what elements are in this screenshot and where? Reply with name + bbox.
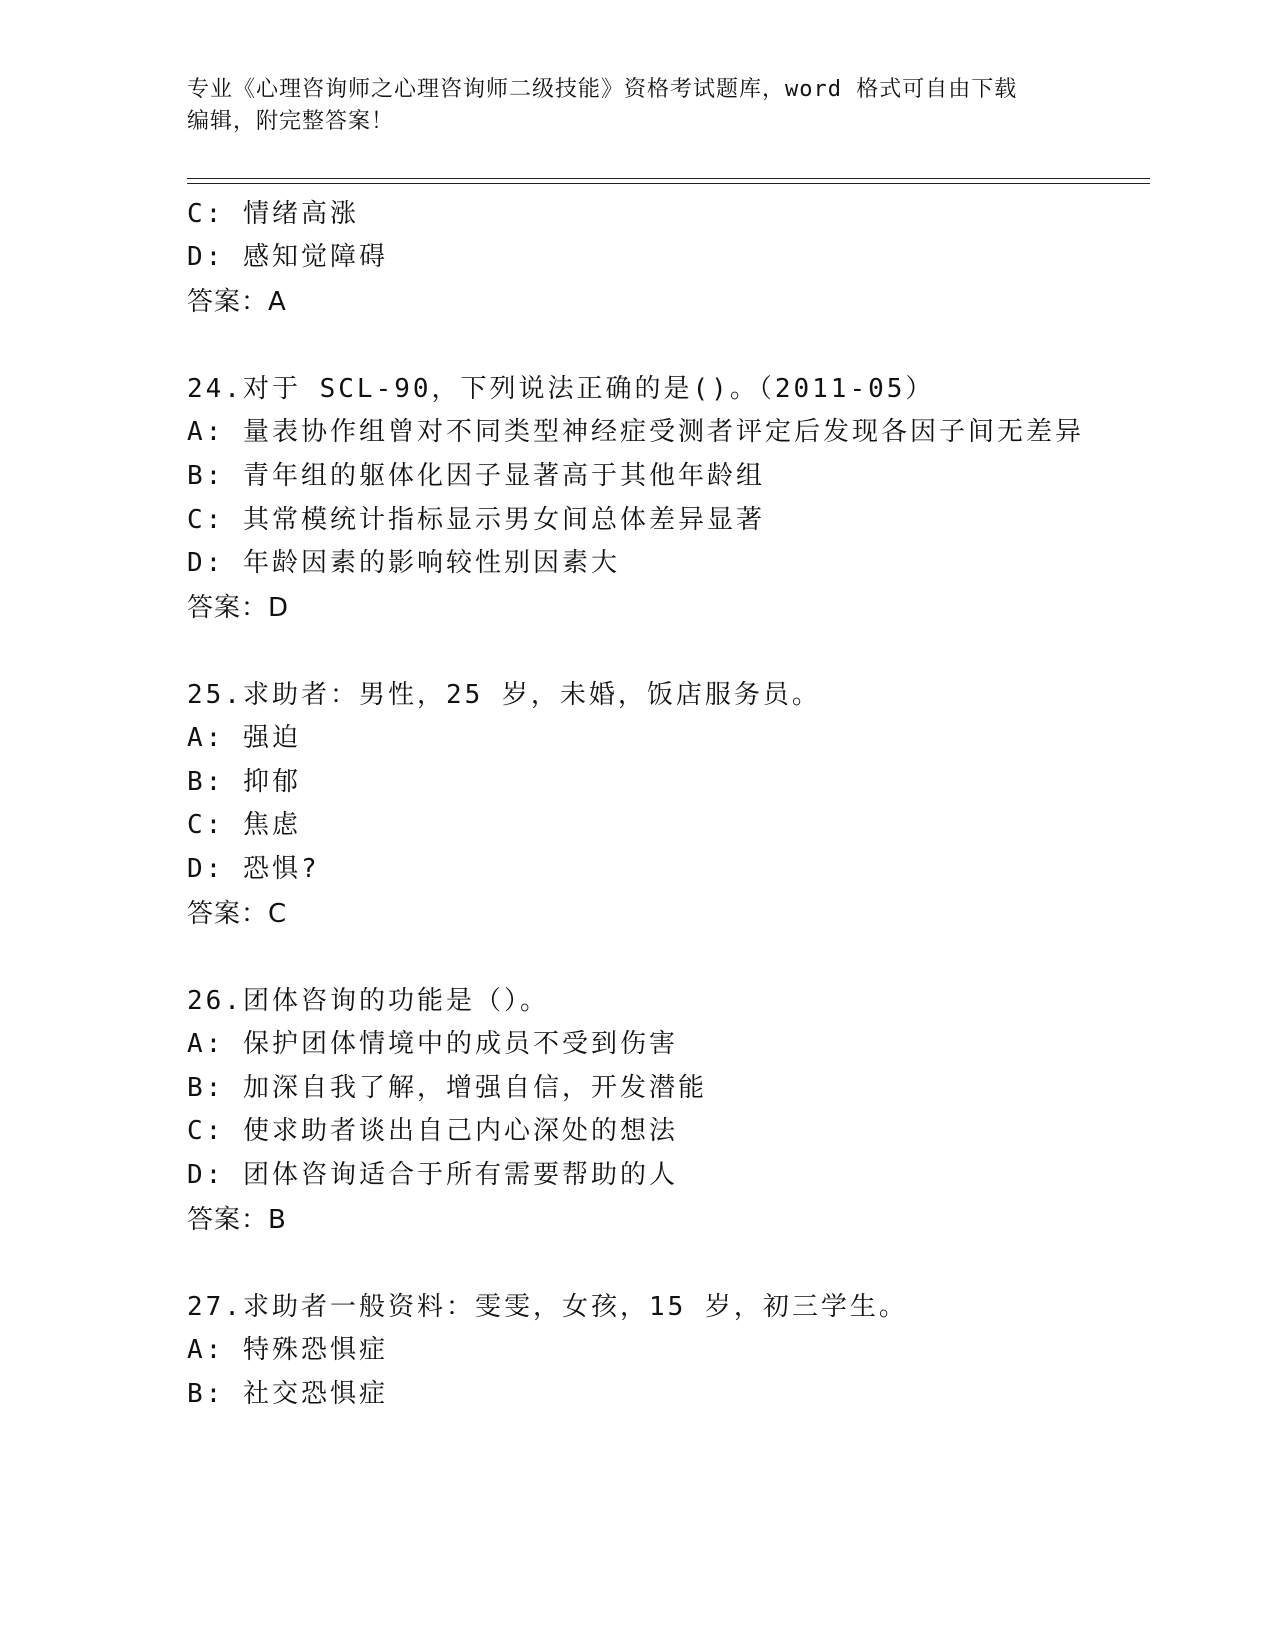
q25-option-a: A: 强迫 <box>187 723 301 753</box>
header-line-2: 编辑，附完整答案！ <box>187 109 395 134</box>
q26-option-a: A: 保护团体情境中的成员不受到伤害 <box>187 1029 678 1059</box>
q25-option-c: C: 焦虑 <box>187 810 301 840</box>
q27-option-a: A: 特殊恐惧症 <box>187 1335 388 1365</box>
q24-question: 24.对于 SCL-90，下列说法正确的是()。（2011-05） <box>187 374 935 404</box>
q27-option-b: B: 社交恐惧症 <box>187 1379 388 1409</box>
q24-option-b: B: 青年组的躯体化因子显著高于其他年龄组 <box>187 461 765 491</box>
q26-option-b: B: 加深自我了解，增强自信，开发潜能 <box>187 1073 707 1103</box>
q25-question: 25.求助者：男性，25 岁，未婚，饭店服务员。 <box>187 680 821 710</box>
document-header <box>187 74 1087 138</box>
q26-option-d: D: 团体咨询适合于所有需要帮助的人 <box>187 1160 678 1190</box>
prev-option-c: C: 情绪高涨 <box>187 199 359 229</box>
header-line-1: 专业《心理咨询师之心理咨询师二级技能》资格考试题库，word 格式可自由下载 <box>187 77 1018 102</box>
q27-question: 27.求助者一般资料：雯雯，女孩，15 岁，初三学生。 <box>187 1292 908 1322</box>
q25-answer: 答案：C <box>187 899 288 929</box>
prev-option-d: D: 感知觉障碍 <box>187 242 388 272</box>
prev-answer: 答案：A <box>187 287 287 317</box>
q24-option-c: C: 其常模统计指标显示男女间总体差异显著 <box>187 505 765 535</box>
q25-option-b: B: 抑郁 <box>187 767 301 797</box>
q24-answer: 答案：D <box>187 593 290 623</box>
q24-option-a: A: 量表协作组曾对不同类型神经症受测者评定后发现各因子间无差异 <box>187 417 1084 447</box>
header-divider-top <box>187 178 1150 179</box>
q26-question: 26.团体咨询的功能是（）。 <box>187 986 549 1016</box>
q24-option-d: D: 年龄因素的影响较性别因素大 <box>187 548 620 578</box>
q26-answer: 答案：B <box>187 1205 287 1235</box>
q25-option-d: D: 恐惧? <box>187 854 320 884</box>
q26-option-c: C: 使求助者谈出自己内心深处的想法 <box>187 1116 678 1146</box>
header-divider-bottom <box>187 183 1150 184</box>
